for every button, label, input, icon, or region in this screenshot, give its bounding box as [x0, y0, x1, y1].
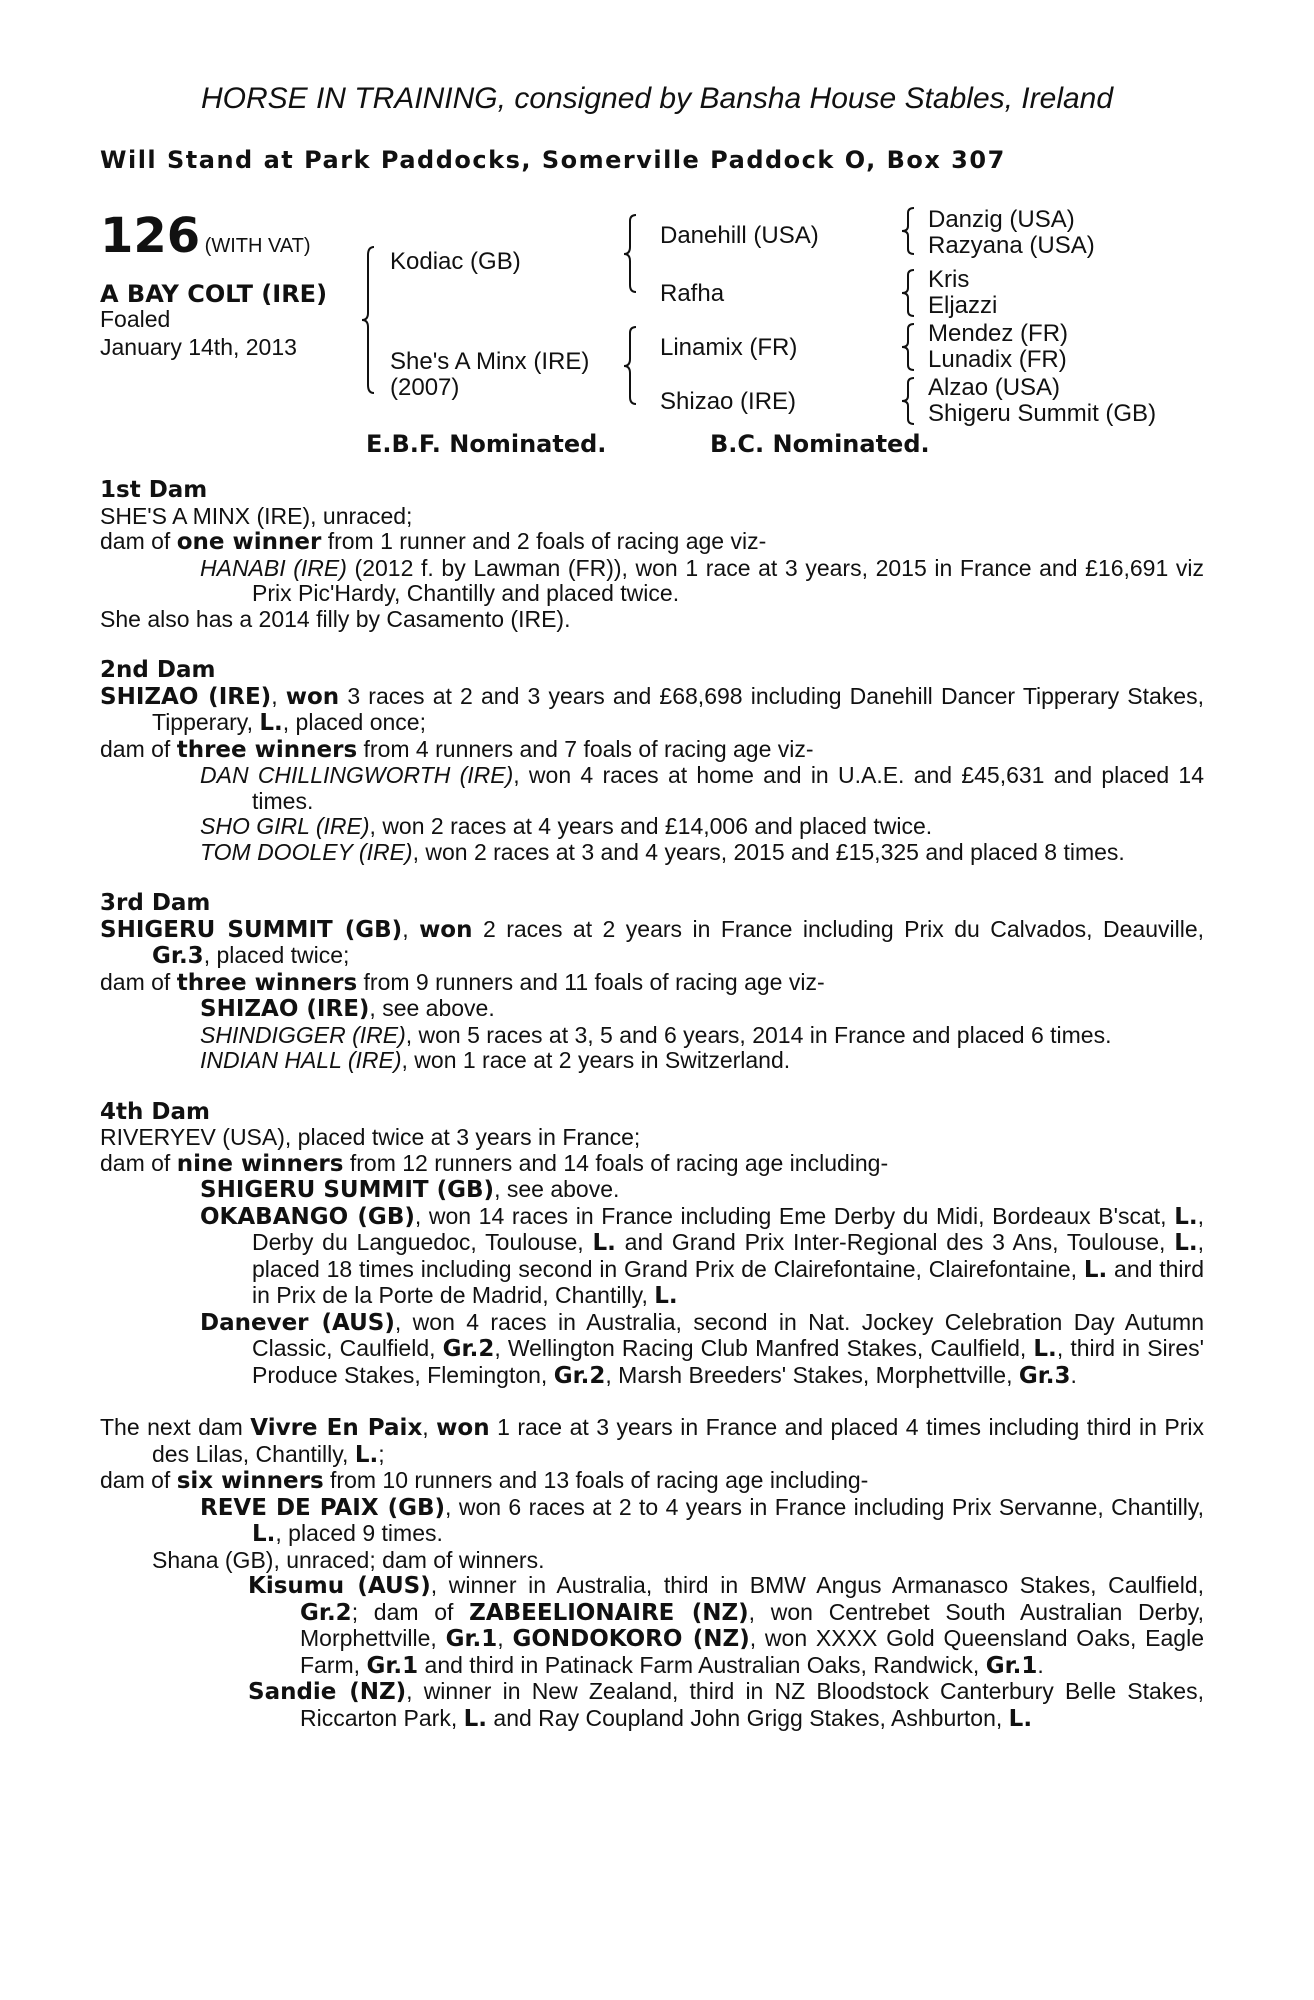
third-dam-foal-3 [100, 1048, 1204, 1074]
bracket-g1 [900, 206, 920, 256]
grade: L. [1033, 1336, 1057, 1362]
horse-name: SHIZAO (IRE) [100, 683, 272, 710]
fourth-dam-line: RIVERYEV (USA), placed twice at 3 years in France; [100, 1124, 641, 1150]
grade: L. [1008, 1705, 1033, 1732]
text: , [402, 915, 420, 942]
next-dam-granddaughter-2 [100, 1679, 1204, 1732]
text: , [497, 1625, 513, 1651]
second-dam-line [100, 684, 1204, 737]
ddd: Shigeru Summit (GB) [928, 400, 1157, 427]
horse-name: Sandie (NZ) [248, 1679, 407, 1705]
first-dam-note: She also has a 2014 filly by Casamento (IRE). [100, 605, 571, 632]
text: , see above. [369, 995, 495, 1021]
text: from 12 runners and 14 foals of racing age including- [343, 1149, 889, 1176]
horse-name: GONDOKORO (NZ) [512, 1626, 750, 1652]
dam-sire: Linamix (FR) [660, 334, 798, 361]
text: , [422, 1414, 437, 1440]
winners-count: six winners [176, 1468, 324, 1494]
fourth-dam-foal-1 [100, 1177, 1204, 1204]
bracket-g4 [900, 376, 920, 426]
text: , won 4 races at home and in U.A.E. and £45,631 and placed 14 times. [252, 762, 1204, 814]
text: dam of [100, 735, 177, 762]
first-dam-foal-1 [100, 556, 1204, 607]
lot-heading [100, 208, 311, 264]
horse-name: SHINDIGGER (IRE) [200, 1021, 406, 1048]
winners-count: nine winners [176, 1150, 344, 1177]
horse-name: TOM DOOLEY (IRE) [200, 838, 413, 865]
first-dam-produce [100, 529, 1204, 556]
text: , Marsh Breeders' Stakes, Morphettville, [605, 1361, 1019, 1388]
horse-name: SHO GIRL (IRE) [200, 813, 370, 839]
text: dam of [100, 968, 177, 995]
sire: Kodiac (GB) [390, 248, 521, 275]
text: dam of [100, 1467, 177, 1493]
text: , see above. [494, 1176, 620, 1202]
lot-number: 126 [100, 208, 201, 264]
grade: Gr.1 [366, 1652, 419, 1679]
grade: L. [259, 710, 283, 736]
fourth-dam-section [100, 1100, 1204, 1390]
sire-line-bracket [622, 213, 646, 295]
horse-name: ZABEELIONAIRE (NZ) [469, 1599, 749, 1626]
third-dam-foal-1 [100, 996, 1204, 1023]
text: , won 5 races at 3, 5 and 6 years, 2014 in France and placed 6 times. [405, 1021, 1112, 1048]
text: , won 1 race at 2 years in Switzerland. [401, 1047, 791, 1073]
grade: Gr.1 [985, 1652, 1038, 1679]
text: (2012 f. by Lawman (FR)), won 1 race at 3 years, 2015 in France and £16,691 viz Prix Pic'Hardy, Chantilly and placed twice. [252, 554, 1204, 606]
dam-dam: Shizao (IRE) [660, 388, 797, 415]
fourth-dam-foal-2 [100, 1204, 1204, 1310]
text: , placed once; [282, 709, 426, 735]
horse-name: Danever (AUS) [200, 1309, 395, 1336]
text: , third in Sires' Produce Stakes, Flemington, [252, 1335, 1205, 1388]
won-label: won [419, 916, 473, 943]
winners-count: three winners [176, 969, 358, 996]
next-dam-section [100, 1415, 1204, 1732]
text: ; dam of [351, 1598, 470, 1625]
text: from 4 runners and 7 foals of racing age viz- [357, 735, 814, 762]
grade: Gr.3 [1018, 1362, 1071, 1389]
won-label: won [285, 683, 340, 710]
first-dam-section [100, 478, 1204, 632]
text: , won 4 races in Australia, second in Nat. Jockey Celebration Day Autumn Classic, Caulfield, [252, 1308, 1204, 1361]
grade: L. [354, 1441, 379, 1468]
next-dam-foal-1 [100, 1495, 1204, 1548]
grade: Gr.2 [553, 1362, 606, 1389]
grade: L. [654, 1283, 678, 1309]
text: , placed 18 times including second in Grand Prix de Clairefontaine, Clairefontaine, [252, 1229, 1205, 1282]
dam-line-bracket [622, 325, 646, 407]
horse-name: INDIAN HALL (IRE) [200, 1047, 402, 1073]
next-dam-produce [100, 1468, 1204, 1495]
grade: Gr.2 [442, 1336, 495, 1362]
horse-name: SHIZAO (IRE) [200, 996, 370, 1022]
horse-name: Kisumu (AUS) [248, 1573, 431, 1599]
text: , won 2 races at 4 years and £14,006 and placed twice. [369, 813, 933, 839]
bc-nomination: B.C. Nominated. [710, 430, 930, 458]
grade: L. [1174, 1230, 1198, 1256]
text: dam of [100, 1149, 177, 1176]
text: 2 races at 2 years in France including Prix du Calvados, Deauville, [472, 915, 1205, 942]
fourth-dam-produce [100, 1151, 1204, 1178]
grade: Gr.2 [300, 1599, 352, 1626]
dam: She's A Minx (IRE) [390, 348, 590, 375]
third-dam-title: 3rd Dam [100, 890, 211, 916]
foaled-label: Foaled [100, 306, 171, 332]
text: 3 races at 2 and 3 years and £68,698 including Danehill Dancer Tipperary Stakes, Tipperary, [152, 682, 1204, 735]
grade: L. [463, 1705, 488, 1732]
third-dam-produce [100, 970, 1204, 997]
text: dam of [100, 528, 177, 554]
sss: Danzig (USA) [928, 206, 1075, 233]
first-dam-line: SHE'S A MINX (IRE), unraced; [100, 502, 413, 529]
dam-year: (2007) [390, 374, 460, 401]
second-dam-foal-1 [100, 763, 1204, 814]
winners-count: three winners [176, 736, 358, 763]
text: , placed twice; [203, 942, 350, 968]
text: from 1 runner and 2 foals of racing age viz- [321, 528, 767, 554]
horse-name: HANABI (IRE) [200, 554, 347, 581]
horse-name: DAN CHILLINGWORTH (IRE) [200, 762, 514, 788]
text: from 9 runners and 11 foals of racing age viz- [357, 968, 825, 995]
lot-name: A BAY COLT (IRE) [100, 280, 328, 308]
horse-name: Vivre En Paix [250, 1415, 423, 1441]
second-dam-produce [100, 737, 1204, 764]
text: from 10 runners and 13 foals of racing age including- [323, 1467, 869, 1493]
ssd: Razyana (USA) [928, 232, 1095, 259]
second-dam-foal-3 [100, 840, 1204, 866]
grade: L. [1083, 1256, 1108, 1283]
grade: Gr.1 [445, 1626, 498, 1652]
sire-dam-bracket [360, 245, 390, 395]
second-dam-section [100, 658, 1204, 865]
next-dam-foal-2: Shana (GB), unraced; dam of winners. [152, 1546, 545, 1573]
dsd: Lunadix (FR) [928, 346, 1067, 373]
fourth-dam-foal-3 [100, 1310, 1204, 1390]
text: , placed 9 times. [275, 1520, 443, 1546]
text: and Grand Prix Inter-Regional des 3 Ans, Toulouse, [615, 1229, 1175, 1255]
horse-name: OKABANGO (GB) [200, 1203, 415, 1230]
text: , won 14 races in France including Eme Derby du Midi, Bordeaux B'scat, [414, 1202, 1175, 1229]
text: 1 race at 3 years in France and placed 4 times including third in Prix des Lilas, Chantilly, [152, 1414, 1204, 1467]
text: The next dam [100, 1414, 251, 1440]
text: , winner in New Zealand, third in NZ Bloodstock Canterbury Belle Stakes, Riccarton Park, [300, 1678, 1204, 1731]
horse-name: SHIGERU SUMMIT (GB) [100, 916, 403, 943]
next-dam-granddaughter-1 [100, 1573, 1204, 1679]
sds: Kris [928, 266, 970, 293]
pedigree-notes [100, 478, 1204, 1732]
grade: L. [252, 1521, 276, 1547]
won-label: won [436, 1415, 490, 1441]
bracket-g2 [900, 268, 920, 318]
third-dam-section [100, 891, 1204, 1074]
grade: L. [592, 1230, 616, 1256]
vat-note: (WITH VAT) [204, 235, 311, 257]
text: ; [378, 1440, 385, 1467]
second-dam-foal-2 [100, 814, 1204, 840]
third-dam-foal-2 [100, 1023, 1204, 1049]
grade: L. [1174, 1203, 1198, 1230]
sire-sire: Danehill (USA) [660, 222, 819, 249]
text: , Wellington Racing Club Manfred Stakes, Caulfield, [494, 1335, 1034, 1361]
next-dam-line [100, 1415, 1204, 1468]
fourth-dam-title: 4th Dam [100, 1098, 210, 1125]
grade: Gr.3 [152, 943, 204, 969]
text: , [271, 682, 286, 709]
second-dam-title: 2nd Dam [100, 657, 216, 683]
foaled-date: January 14th, 2013 [100, 334, 297, 360]
bracket-g3 [900, 322, 920, 372]
text: , won 2 races at 3 and 4 years, 2015 and £15,325 and placed 8 times. [412, 838, 1125, 865]
horse-name: REVE DE PAIX (GB) [200, 1494, 446, 1521]
sire-dam: Rafha [660, 280, 725, 307]
stand-location: Will Stand at Park Paddocks, Somerville Paddock O, Box 307 [100, 146, 1006, 174]
horse-name: SHIGERU SUMMIT (GB) [200, 1177, 495, 1203]
third-dam-line [100, 917, 1204, 970]
sdd: Eljazzi [928, 292, 998, 319]
dss: Mendez (FR) [928, 320, 1069, 347]
text: and third in Patinack Farm Australian Oaks, Randwick, [418, 1651, 986, 1678]
text: , won 6 races at 2 to 4 years in France including Prix Servanne, Chantilly, [445, 1493, 1204, 1520]
text: , Derby du Languedoc, Toulouse, [252, 1202, 1204, 1255]
dds: Alzao (USA) [928, 374, 1061, 401]
winners-count: one winner [176, 529, 322, 555]
text: , winner in Australia, third in BMW Angus Armanasco Stakes, Caulfield, [430, 1572, 1205, 1598]
ebf-nomination: E.B.F. Nominated. [366, 430, 607, 458]
text: , won XXXX Gold Queensland Oaks, Eagle Farm, [300, 1625, 1204, 1678]
text: . [1070, 1361, 1077, 1388]
text: . [1037, 1651, 1044, 1678]
text: and third in Prix de la Porte de Madrid, Chantilly, [252, 1255, 1204, 1308]
first-dam-title: 1st Dam [100, 477, 208, 503]
text: , won Centrebet South Australian Derby, Morphettville, [300, 1598, 1204, 1651]
page-header: HORSE IN TRAINING, consigned by Bansha House Stables, Ireland [200, 82, 1114, 115]
text: and Ray Coupland John Grigg Stakes, Ashburton, [487, 1704, 1009, 1731]
